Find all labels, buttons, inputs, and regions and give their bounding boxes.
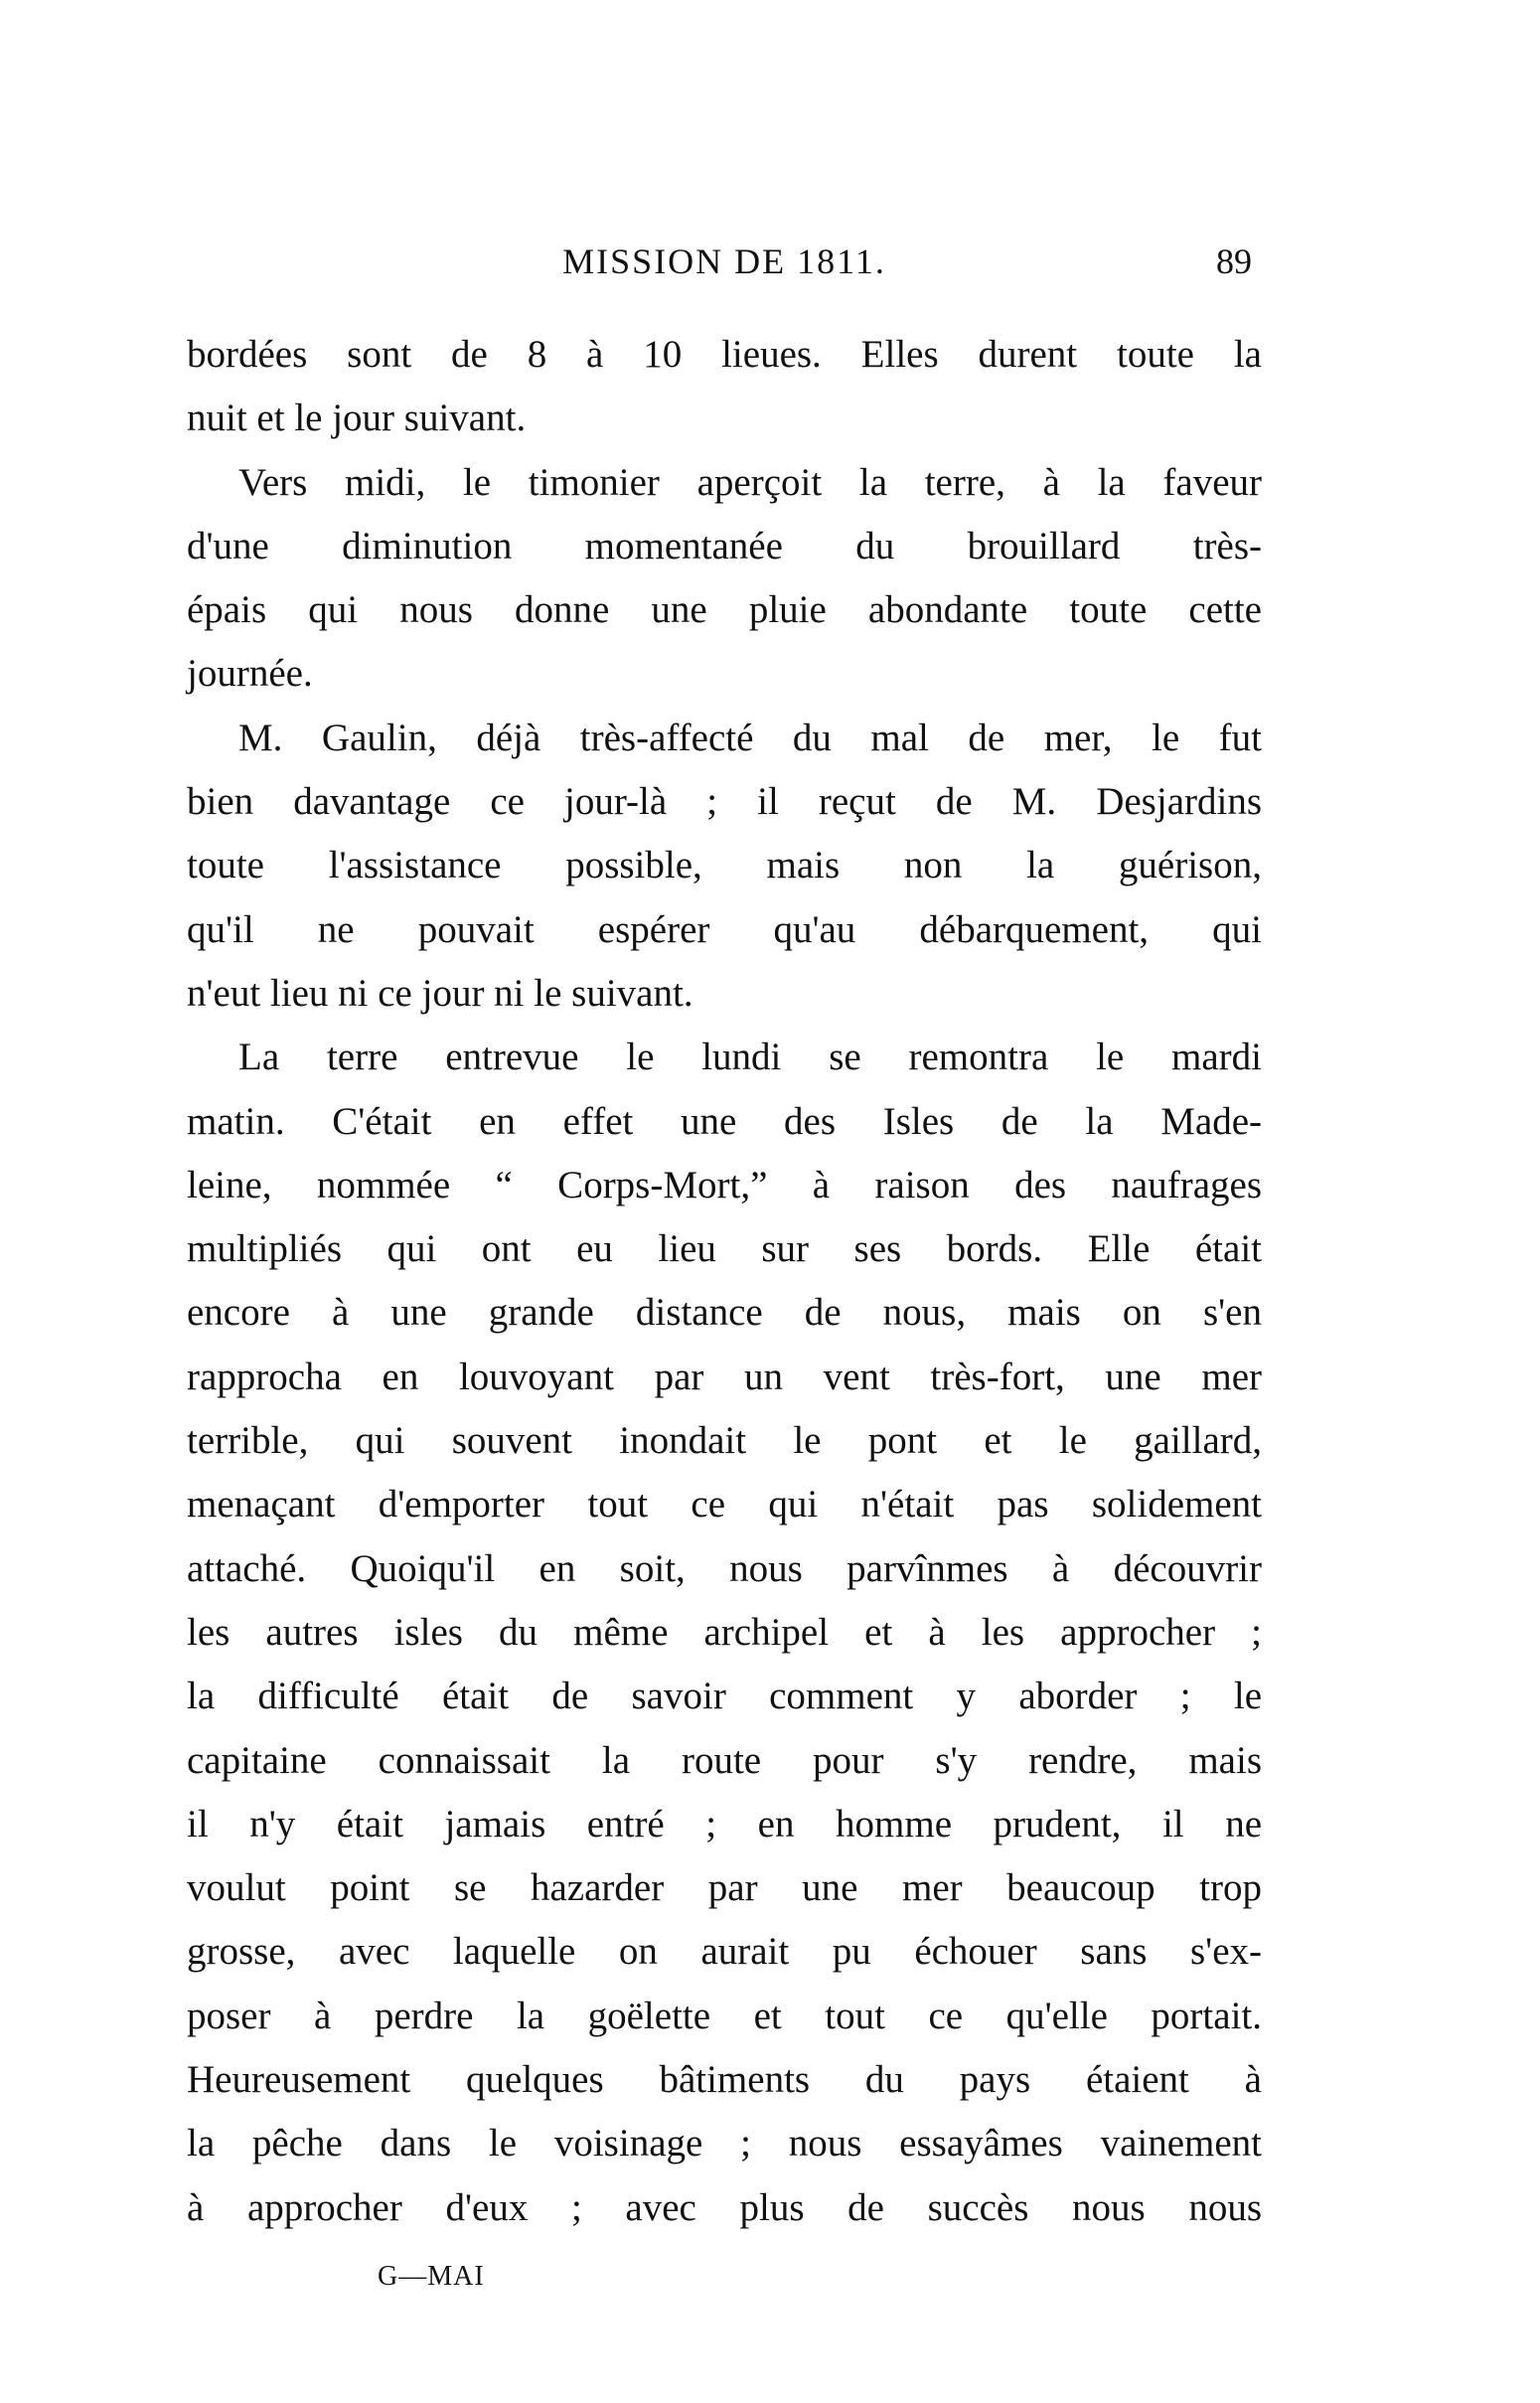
text-line: multipliés qui ont eu lieu sur ses bords. Elle était [187, 1227, 1262, 1271]
text-line: Vers midi, le timonier aperçoit la terre, à la faveur [238, 460, 1262, 504]
text-line: nuit et le jour suivant. [187, 397, 527, 440]
text-line: attaché. Quoiqu'il en soit, nous parvînmes à découvrir [187, 1546, 1262, 1590]
running-title: MISSION DE 1811. [562, 241, 886, 281]
text-line: qu'il ne pouvait espérer qu'au débarquement, qui [187, 907, 1262, 951]
text-line: terrible, qui souvent inondait le pont et le gaillard, [187, 1419, 1262, 1463]
text-line: capitaine connaissait la route pour s'y rendre, mais [187, 1738, 1262, 1782]
text-line: matin. C'était en effet une des Isles de la Made- [187, 1099, 1262, 1143]
text-line: les autres isles du même archipel et à les approcher ; [187, 1610, 1262, 1654]
text-line: M. Gaulin, déjà très-affecté du mal de mer, le fut [238, 716, 1262, 759]
text-line: voulut point se hazarder par une mer beaucoup trop [187, 1866, 1262, 1910]
text-line: épais qui nous donne une pluie abondante toute cette [187, 588, 1262, 632]
text-line: à approcher d'eux ; avec plus de succès nous nous [187, 2185, 1262, 2229]
text-line: la pêche dans le voisinage ; nous essayâmes vainement [187, 2122, 1262, 2165]
page-number: 89 [1216, 241, 1252, 281]
text-line: Heureusement quelques bâtiments du pays étaient à [187, 2058, 1262, 2102]
text-line: la difficulté était de savoir comment y aborder ; le [187, 1675, 1262, 1718]
text-line: grosse, avec laquelle on aurait pu échouer sans s'ex- [187, 1930, 1262, 1974]
text-line: encore à une grande distance de nous, mais on s'en [187, 1291, 1262, 1335]
running-head [187, 231, 1262, 290]
text-line: bien davantage ce jour-là ; il reçut de M. Desjardins [187, 780, 1262, 824]
text-line: n'eut lieu ni ce jour ni le suivant. [187, 971, 693, 1015]
text-line: d'une diminution momentanée du brouillard très- [187, 524, 1262, 567]
signature-mark: G—MAI [378, 2261, 485, 2292]
text-line: journée. [187, 652, 313, 696]
text-line: menaçant d'emporter tout ce qui n'était pas solidement [187, 1483, 1262, 1526]
body-text [187, 323, 1262, 2240]
text-line: toute l'assistance possible, mais non la guérison, [187, 844, 1262, 887]
text-line: La terre entrevue le lundi se remontra le mardi [238, 1036, 1262, 1079]
text-line: il n'y était jamais entré ; en homme prudent, il ne [187, 1802, 1262, 1845]
text-line: rapprocha en louvoyant par un vent très-fort, une mer [187, 1355, 1262, 1398]
text-line: leine, nommée “ Corps-Mort,” à raison des naufrages [187, 1163, 1262, 1206]
text-line: bordées sont de 8 à 10 lieues. Elles durent toute la [187, 333, 1262, 376]
text-line: poser à perdre la goëlette et tout ce qu'elle portait. [187, 1994, 1262, 2037]
